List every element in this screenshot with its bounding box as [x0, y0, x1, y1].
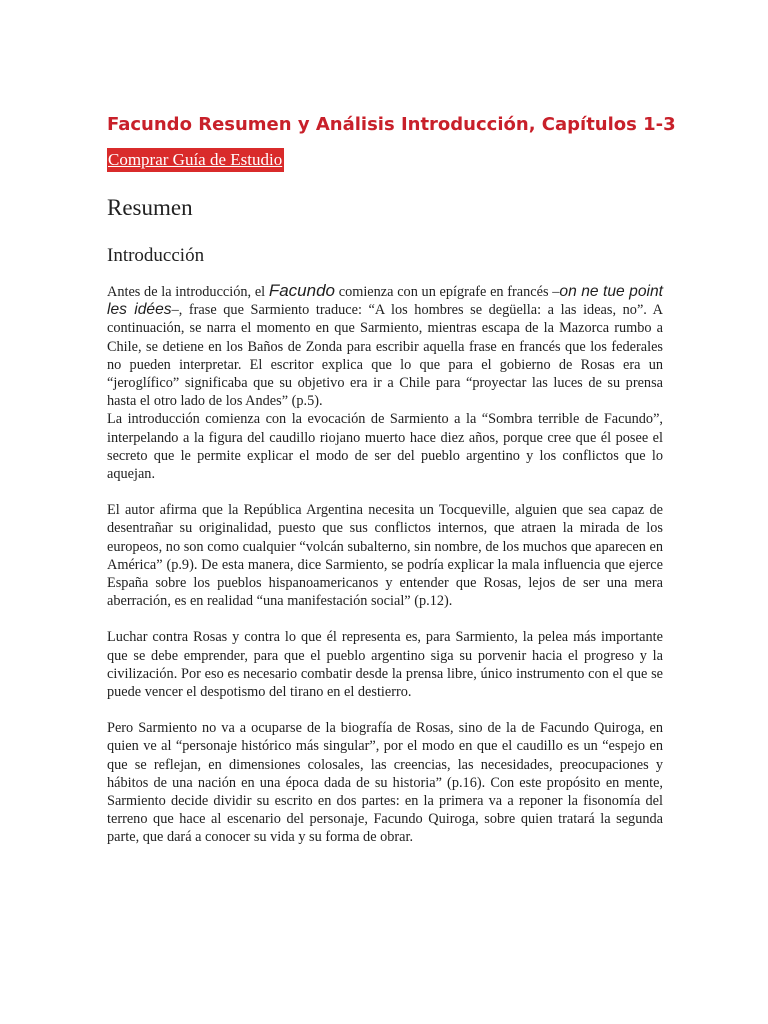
paragraph-1-intro: Antes de la introducción, el	[107, 284, 269, 300]
buy-study-guide-link[interactable]: Comprar Guía de Estudio	[107, 148, 284, 172]
paragraph-1-lead: comienza con un epígrafe en francés –	[335, 284, 560, 300]
paragraph-1-rest: –, frase que Sarmiento traduce: “A los hombres se degüella: a las ideas, no”. A continuación, se narra el momento en que Sarmiento, mientras escapa de la Mazorca rumbo a Chile, se detiene en los Baños de Zonda para escribir aquella frase en francés que los federales no pueden interpretar. El escritor explica que lo que para el gobierno de Rosas era un “jeroglífico” significaba que su objetivo era ir a Chile para “proyectar las luces de su prensa hasta el otro lado de los Andes” (p.5).	[107, 302, 663, 410]
paragraph-3: El autor afirma que la República Argentina necesita un Tocqueville, alguien que sea capaz de desentrañar su originalidad, puesto que sus conflictos internos, que atraen la mirada de los europeos, no son como cualquier “volcán subalterno, sin nombre, de los muchos que aparecen en América” (p.9). De esta manera, dice Sarmiento, se podría explicar la mala influencia que ejerce España sobre los pueblos hispanoamericanos y entender que Rosas, lejos de ser una mera aberración, es en realidad “una manifestación social” (p.12).	[107, 502, 663, 610]
paragraph-5: Pero Sarmiento no va a ocuparse de la biografía de Rosas, sino de la de Facundo Quiroga, en quien ve al “personaje histórico más singular”, por el modo en que el caudillo es un “espejo en que se reflejan, en dimensiones colosales, las creencias, las necesidades, preocupaciones y hábitos de una nación en una época dada de su historia” (p.16). Con este propósito en mente, Sarmiento decide dividir su escrito en dos partes: en la primera va a reponer la fisonomía del terreno que hace al escenario del personaje, Facundo Quiroga, sobre quien tratará la segunda parte, que dará a conocer su vida y su forma de obrar.	[107, 720, 663, 846]
epigraph-quote: on ne tue point les idées	[107, 283, 663, 319]
subsection-heading-introduccion: Introducción	[107, 245, 205, 266]
facundo-title-emphasis: Facundo	[268, 281, 336, 300]
document-page	[107, 110, 676, 847]
section-heading-resumen: Resumen	[107, 195, 193, 220]
paragraph-4: Luchar contra Rosas y contra lo que él representa es, para Sarmiento, la pelea más importante que se debe emprender, para que el pueblo argentino siga su porvenir hacia el progreso y la civilización. Por eso es necesario combatir desde la prensa libre, único instrumento con el que se puede vencer el despotismo del tirano en el destierro.	[107, 629, 663, 701]
document-title: Facundo Resumen y Análisis Introducción, Capítulos 1-3	[107, 114, 676, 135]
paragraph-1	[107, 282, 663, 410]
paragraph-2: La introducción comienza con la evocación de Sarmiento a la “Sombra terrible de Facundo”, interpelando a la figura del caudillo riojano muerto hace diez años, porque cree que él posee el secreto que le permite explicar el modo de ser del pueblo argentino y los conflictos que lo aquejan.	[107, 411, 663, 483]
